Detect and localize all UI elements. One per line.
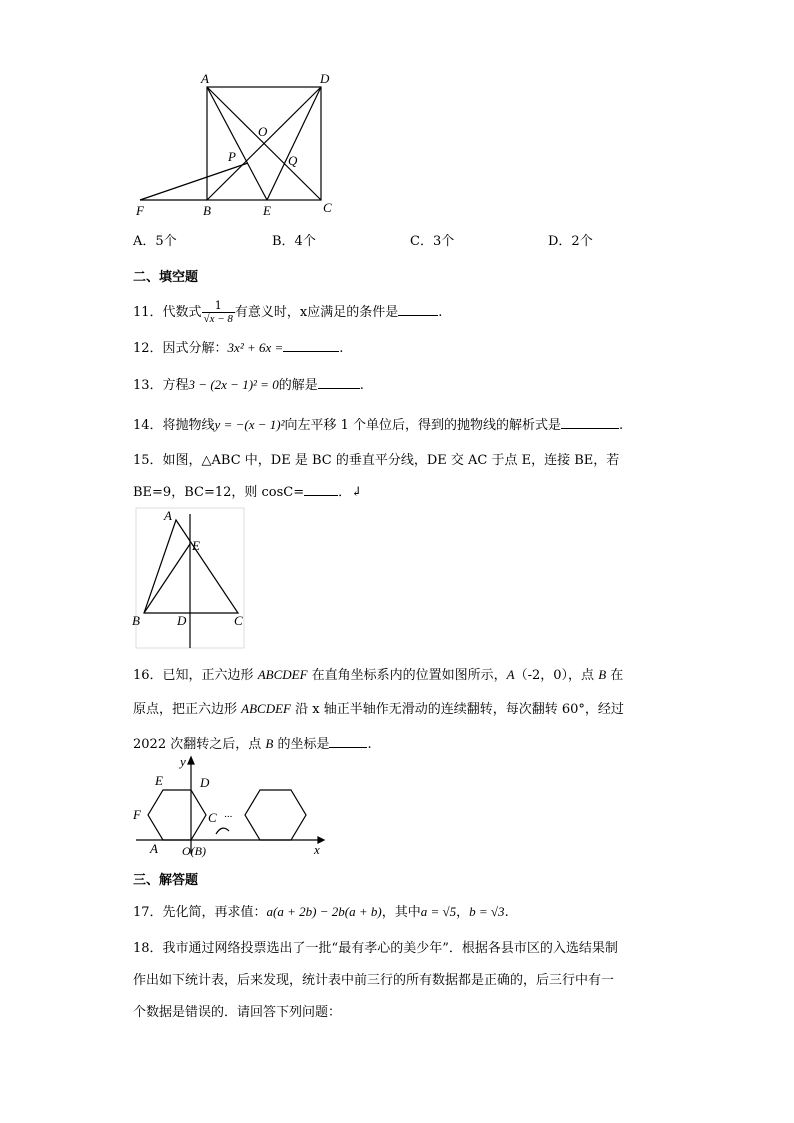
question-12 bbox=[133, 337, 343, 359]
q17-a-value: a = √5 bbox=[420, 904, 457, 919]
q10-option-c: C．3个 bbox=[410, 234, 455, 249]
label-c: C bbox=[234, 613, 243, 628]
q16-l3-a: 2022 次翻转之后，点 bbox=[133, 737, 266, 752]
label-y: y bbox=[180, 754, 186, 769]
q16-l1-a: 16．已知，正六边形 bbox=[133, 668, 258, 683]
label-b: B bbox=[132, 613, 140, 628]
q10-option-b: B．4个 bbox=[272, 234, 316, 249]
figure-q16-hexagons bbox=[128, 754, 328, 860]
rotation-arrow-icon bbox=[216, 828, 229, 834]
q13-expression: 3 − (2x − 1)² = 0 bbox=[188, 377, 279, 392]
label-e: E bbox=[155, 773, 163, 788]
q14-expression: y = −(x − 1)² bbox=[214, 417, 285, 432]
label-origin-b: O(B) bbox=[182, 844, 206, 858]
q12-prefix: 12．因式分解： bbox=[133, 341, 228, 356]
q15-end: ．↲ bbox=[338, 485, 363, 500]
question-18-line-2: 作出如下统计表，后来发现，统计表中前三行的所有数据都是正确的，后三行中有一 bbox=[133, 973, 615, 988]
question-16-line-1 bbox=[133, 665, 623, 686]
question-16-line-3 bbox=[133, 733, 372, 755]
triangle-abc bbox=[144, 520, 238, 613]
hexagon-rolled bbox=[245, 790, 306, 840]
question-13 bbox=[133, 374, 364, 396]
label-a: A bbox=[164, 508, 172, 523]
q14-text: 向左平移 1 个单位后，得到的抛物线的解析式是 bbox=[284, 418, 562, 433]
q13-text: 的解是 bbox=[278, 378, 318, 393]
label-d: D bbox=[177, 613, 187, 628]
q16-l1-g: 在 bbox=[606, 668, 624, 683]
q13-end: . bbox=[359, 378, 364, 393]
q16-end: . bbox=[367, 737, 372, 752]
q11-numerator: 1 bbox=[202, 300, 235, 313]
hexagon-abcdef bbox=[148, 790, 206, 840]
figure-q10-square bbox=[130, 66, 350, 221]
q16-answer-blank[interactable] bbox=[329, 733, 367, 748]
label-x: x bbox=[314, 842, 320, 857]
q16-l1-c: 在直角坐标系内的位置如图所示， bbox=[307, 668, 507, 683]
question-14 bbox=[133, 414, 623, 436]
figure-q15-triangle bbox=[128, 506, 248, 652]
label-e: E bbox=[192, 538, 200, 553]
segment-fp bbox=[140, 163, 248, 200]
label-f: F bbox=[133, 807, 141, 822]
y-axis-arrow bbox=[188, 757, 194, 764]
q11-end: . bbox=[438, 305, 443, 320]
q16-l2-a: 原点，把正六边形 bbox=[133, 702, 242, 717]
section-heading-fill-in: 二、填空题 bbox=[133, 270, 199, 285]
q16-l1-point-b: B bbox=[598, 667, 607, 682]
label-f: F bbox=[136, 203, 144, 218]
q11-fraction bbox=[202, 300, 235, 325]
q11-denominator: √x − 8 bbox=[203, 313, 233, 325]
label-e: E bbox=[263, 203, 271, 218]
question-11 bbox=[133, 300, 442, 325]
q11-answer-blank[interactable] bbox=[398, 301, 438, 316]
segment-be bbox=[144, 544, 190, 613]
q17-sep: ， bbox=[456, 905, 470, 920]
label-d: D bbox=[200, 775, 210, 790]
q16-l2-c: 沿 x 轴正半轴作无滑动的连续翻转，每次翻转 60°，经过 bbox=[290, 702, 624, 717]
q11-text: 有意义时，x应满足的条件是 bbox=[234, 305, 399, 320]
label-p: P bbox=[228, 149, 236, 164]
question-18-line-3: 个数据是错误的．请回答下列问题： bbox=[133, 1005, 342, 1020]
label-dots: ··· bbox=[224, 811, 233, 823]
q16-l1-point-a: A bbox=[506, 667, 515, 682]
label-a: A bbox=[201, 71, 209, 86]
segment-de bbox=[267, 87, 321, 200]
q16-l1-hexagon: ABCDEF bbox=[257, 667, 308, 682]
q17-mid: ，其中 bbox=[381, 905, 421, 920]
q16-l2-hexagon: ABCDEF bbox=[241, 701, 291, 716]
q13-prefix: 13．方程 bbox=[133, 378, 189, 393]
segment-ae bbox=[207, 87, 267, 200]
q12-expression: 3x² + 6x = bbox=[227, 340, 284, 355]
label-c: C bbox=[208, 810, 217, 825]
label-o: O bbox=[258, 124, 268, 139]
question-16-line-2 bbox=[133, 699, 624, 720]
question-17 bbox=[133, 902, 509, 923]
q17-end: . bbox=[504, 905, 509, 920]
question-15-line-2 bbox=[133, 481, 362, 503]
section-heading-solve: 三、解答题 bbox=[133, 873, 199, 888]
q16-l3-point-b: B bbox=[265, 736, 274, 751]
q14-prefix: 14．将抛物线 bbox=[133, 418, 215, 433]
q14-answer-blank[interactable] bbox=[561, 414, 619, 429]
q17-b-value: b = √3 bbox=[469, 904, 505, 919]
q10-option-d: D．2个 bbox=[548, 234, 593, 249]
q10-option-a: A．5个 bbox=[133, 234, 177, 249]
q13-answer-blank[interactable] bbox=[318, 374, 360, 389]
question-18-line-1: 18．我市通过网络投票选出了一批“最有孝心的美少年”．根据各县市区的入选结果制 bbox=[133, 941, 618, 956]
label-q: Q bbox=[288, 153, 298, 168]
label-d: D bbox=[320, 71, 330, 86]
q17-prefix: 17．先化简，再求值： bbox=[133, 905, 267, 920]
q12-end: . bbox=[339, 341, 344, 356]
q14-end: . bbox=[619, 418, 624, 433]
q12-answer-blank[interactable] bbox=[283, 337, 339, 352]
label-b: B bbox=[203, 203, 211, 218]
q15-answer-blank[interactable] bbox=[304, 481, 338, 496]
q16-l1-e: （-2，0），点 bbox=[514, 668, 599, 683]
q15-line2-text: BE=9，BC=12，则 cosC= bbox=[133, 485, 305, 500]
label-a: A bbox=[150, 841, 158, 856]
q17-expression: a(a + 2b) − 2b(a + b) bbox=[266, 904, 382, 919]
q16-l3-c: 的坐标是 bbox=[273, 737, 330, 752]
question-15-line-1: 15．如图，△ABC 中，DE 是 BC 的垂直平分线，DE 交 AC 于点 E，连接 BE，若 bbox=[133, 453, 620, 468]
q11-prefix: 11．代数式 bbox=[133, 305, 202, 320]
label-c: C bbox=[323, 200, 332, 215]
